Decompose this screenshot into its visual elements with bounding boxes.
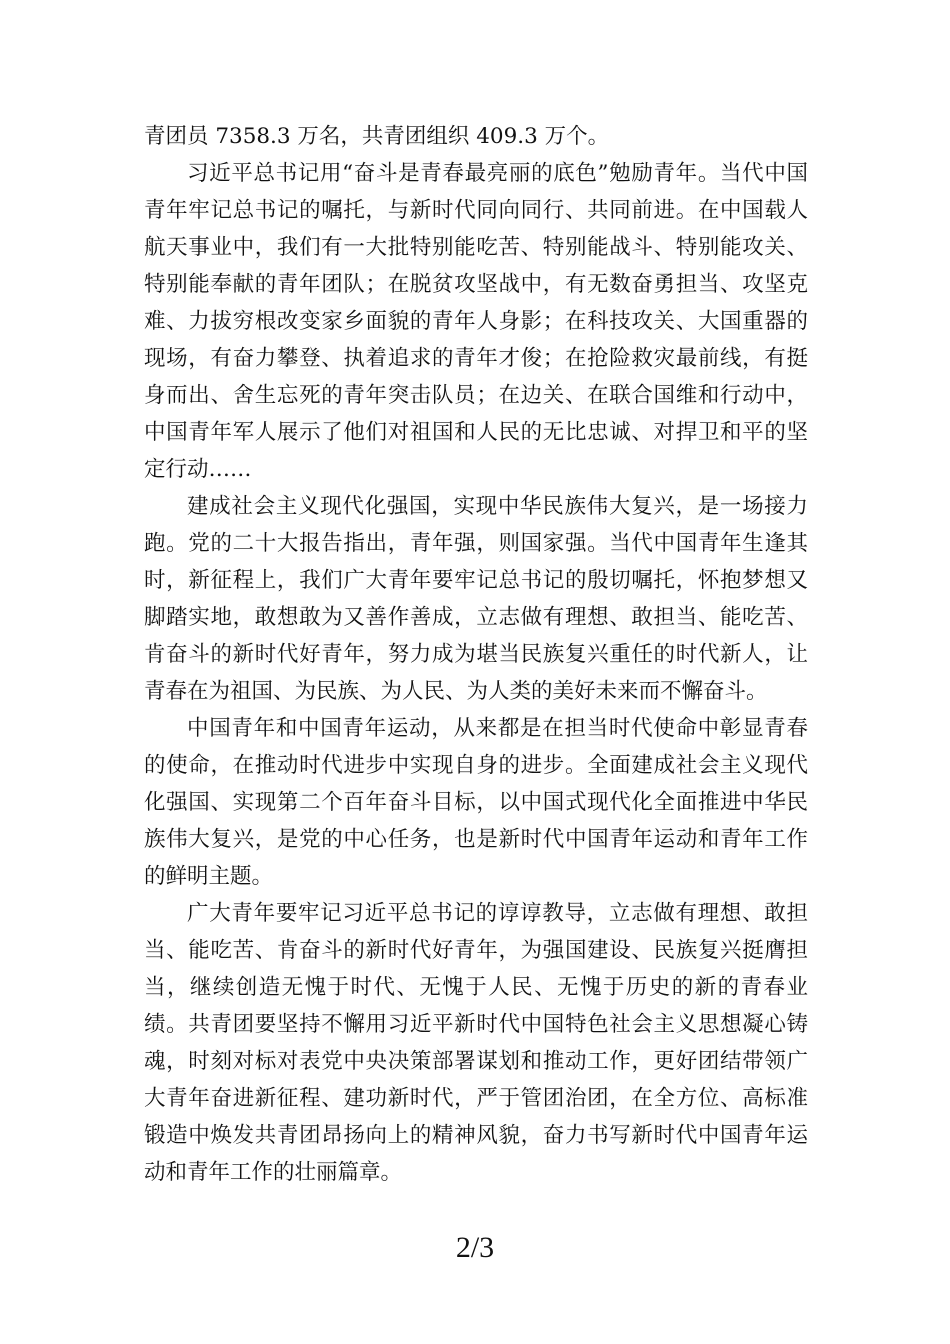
paragraph: 广大青年要牢记习近平总书记的谆谆教导，立志做有理想、敢担当、能吃苦、肯奋斗的新时代好青年，为强国建设、民族复兴挺膺担当，继续创造无愧于时代、无愧于人民、无愧于历史的新的青春业绩。共青团要坚持不懈用习近平新时代中国特色社会主义思想凝心铸魂，时刻对标对表党中央决策部署谋划和推动工作，更好团结带领广大青年奋进新征程、建功新时代，严于管团治团，在全方位、高标准锻造中焕发共青团昂扬向上的精神风貌，奋力书写新时代中国青年运动和青年工作的壮丽篇章。 xyxy=(144,901,808,1185)
paragraph: 建成社会主义现代化强国，实现中华民族伟大复兴，是一场接力跑。党的二十大报告指出，青年强，则国家强。当代中国青年生逢其时，新征程上，我们广大青年要牢记总书记的殷切嘱托，怀抱梦想又脚踏实地，敢想敢为又善作善成，立志做有理想、敢担当、能吃苦、肯奋斗的新时代好青年，努力成为堪当民族复兴重任的时代新人，让青春在为祖国、为民族、为人民、为人类的美好未来而不懈奋斗。 xyxy=(144,494,808,704)
paragraph-continuation: 青团员 7358.3 万名，共青团组织 409.3 万个。 xyxy=(144,124,610,149)
paragraph: 习近平总书记用“奋斗是青春最亮丽的底色”勉励青年。当代中国青年牢记总书记的嘱托，与新时代同向同行、共同前进。在中国载人航天事业中，我们有一大批特别能吃苦、特别能战斗、特别能攻关、特别能奉献的青年团队；在脱贫攻坚战中，有无数奋勇担当、攻坚克难、力拔穷根改变家乡面貌的青年人身影；在科技攻关、大国重器的现场，有奋力攀登、执着追求的青年才俊；在抢险救灾最前线，有挺身而出、舍生忘死的青年突击队员；在边关、在联合国维和行动中，中国青年军人展示了他们对祖国和人民的无比忠诚、对捍卫和平的坚定行动…… xyxy=(144,161,808,482)
page-number: 2/3 xyxy=(455,1231,495,1264)
body-text xyxy=(144,118,808,1191)
paragraph: 中国青年和中国青年运动，从来都是在担当时代使命中彰显青春的使命，在推动时代进步中实现自身的进步。全面建成社会主义现代化强国、实现第二个百年奋斗目标，以中国式现代化全面推进中华民族伟大复兴，是党的中心任务，也是新时代中国青年运动和青年工作的鲜明主题。 xyxy=(144,716,808,889)
